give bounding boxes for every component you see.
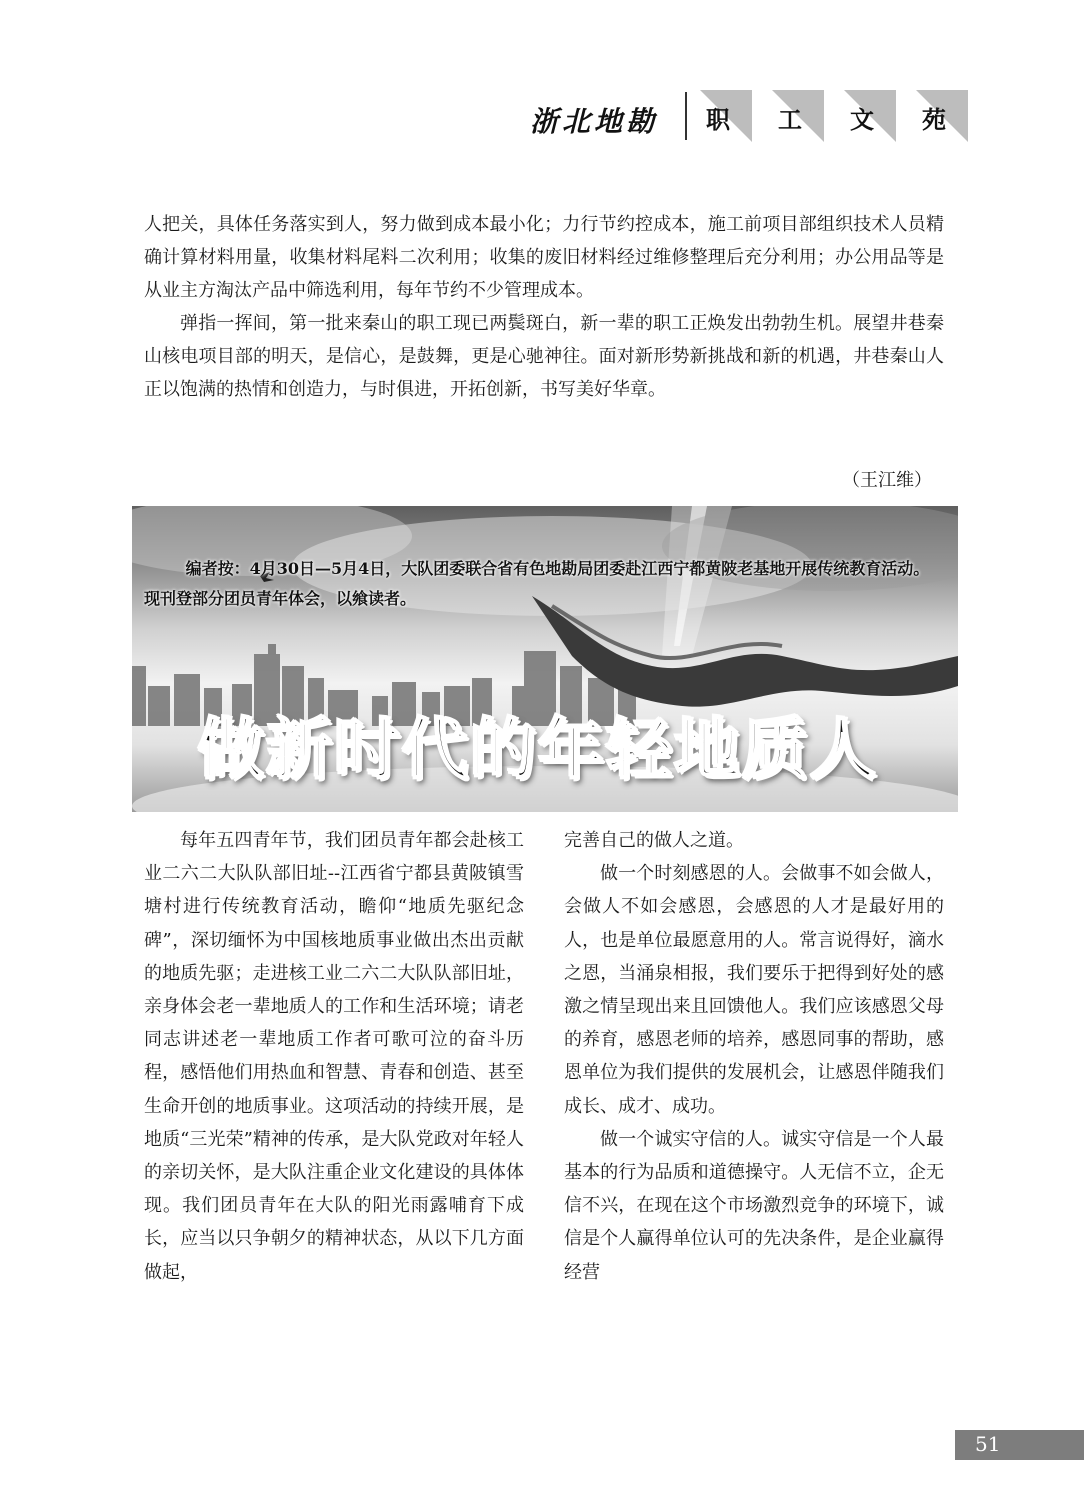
- page-number: 51: [975, 1432, 1001, 1456]
- paragraph: 做一个时刻感恩的人。会做事不如会做人，会做人不如会感恩，会感恩的人才是最好用的人，也是单位最愿意用的人。常言说得好，滴水之恩，当涌泉相报，我们要乐于把得到好处的感激之情呈现出来且回馈他人。我们应该感恩父母的养育，感恩老师的培养，感恩同事的帮助，感恩单位为我们提供的发展机会，让感恩伴随我们成长、成才、成功。: [564, 863, 944, 1117]
- section-char-4: 苑: [916, 90, 968, 142]
- section-title: [700, 88, 970, 144]
- article-banner: [132, 506, 958, 812]
- section-char-1: 职: [700, 90, 752, 142]
- author-byline: （王江维）: [842, 470, 932, 491]
- paragraph: 弹指一挥间，第一批来秦山的职工现已两鬓斑白，新一辈的职工正焕发出勃勃生机。展望井巷秦山核电项目部的明天，是信心，是鼓舞，更是心驰神往。面对新形势新挑战和新的机遇，井巷秦山人正以饱满的热情和创造力，与时俱进，开拓创新，书写美好华章。: [144, 313, 944, 400]
- header-divider: [685, 92, 687, 140]
- article-title: 做新时代的年轻地质人: [198, 711, 878, 788]
- article-column-left: [144, 824, 524, 1289]
- article-continuation: [144, 208, 944, 406]
- editor-note: 编者按：4月30日—5月4日，大队团委联合省有色地勘局团委赴江西宁都黄陂老基地开展传统教育活动。现刊登部分团员青年体会，以飨读者。: [144, 559, 930, 608]
- paragraph: 每年五四青年节，我们团员青年都会赴核工业二六二大队队部旧址--江西省宁都县黄陂镇雪塘村进行传统教育活动，瞻仰“地质先驱纪念碑”，深切缅怀为中国核地质事业做出杰出贡献的地质先驱；走进核工业二六二大队队部旧址，亲身体会老一辈地质人的工作和生活环境；请老同志讲述老一辈地质工作者可歌可泣的奋斗历程，感悟他们用热血和智慧、青春和创造、甚至生命开创的地质事业。这项活动的持续开展，是地质“三光荣”精神的传承，是大队党政对年轻人的亲切关怀，是大队注重企业文化建设的具体体现。我们团员青年在大队的阳光雨露哺育下成长，应当以只争朝夕的精神状态，从以下几方面做起，: [144, 830, 524, 1283]
- paragraph: 做一个诚实守信的人。诚实守信是一个人最基本的行为品质和道德操守。人无信不立，企无信不兴，在现在这个市场激烈竞争的环境下，诚信是个人赢得单位认可的先决条件，是企业赢得经营: [564, 1128, 944, 1283]
- section-char-3: 文: [844, 90, 896, 142]
- article-column-right: [564, 824, 944, 1289]
- magazine-name: 浙北地勘: [530, 105, 659, 138]
- page-number-tab: [955, 1430, 1084, 1460]
- paragraph: 人把关，具体任务落实到人，努力做到成本最小化；力行节约控成本，施工前项目部组织技术人员精确计算材料用量，收集材料尾料二次利用；收集的废旧材料经过维修整理后充分利用；办公用品等是从业主方淘汰产品中筛选利用，每年节约不少管理成本。: [144, 214, 944, 301]
- paragraph: 完善自己的做人之道。: [564, 830, 744, 851]
- section-char-2: 工: [772, 90, 824, 142]
- page-header: [520, 88, 970, 148]
